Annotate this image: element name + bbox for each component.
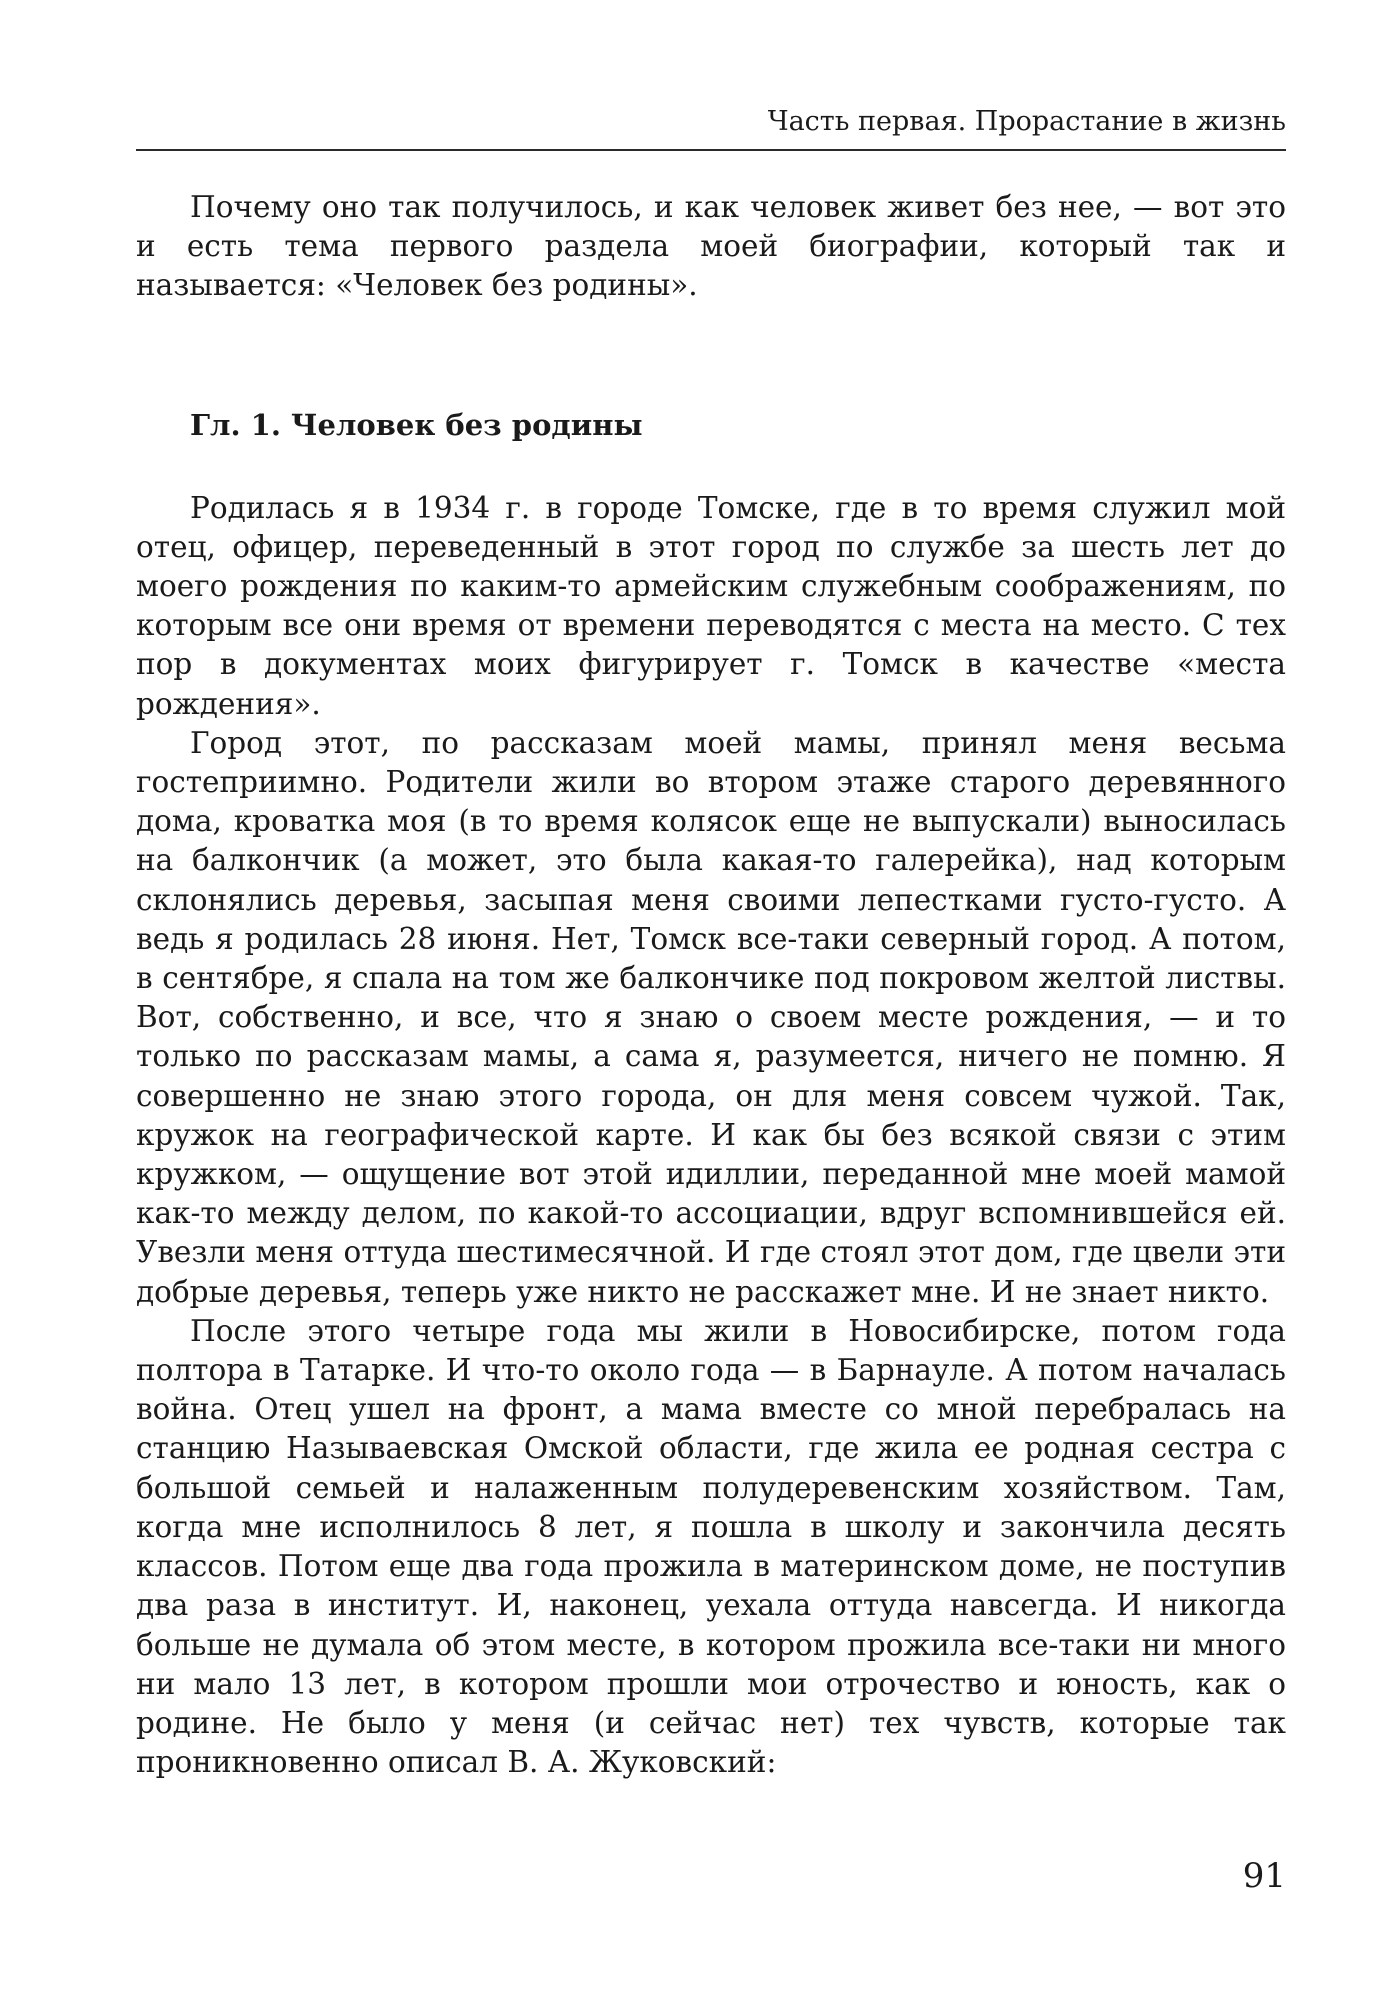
- section-spacer: [136, 306, 1286, 406]
- header-rule: [136, 149, 1286, 151]
- paragraph-tomsk: Город этот, по рассказам моей мамы, принял меня весьма гостеприимно. Родители жили во втором этаже старого деревянного дома, кроватка моя (в то время колясок еще не выпускали) выносилась на балкончик (а может, это была какая-то галерейка), над которым склонялись деревья, засыпая меня своими лепестками густо-густо. А ведь я родилась 28 июня. Нет, Томск все-таки северный город. А потом, в сентябре, я спала на том же балкончике под покровом желтой листвы. Вот, собственно, и все, что я знаю о своем месте рождения, — и то только по рассказам мамы, а сама я, разумеется, ничего не помню. Я совершенно не знаю этого города, он для меня совсем чужой. Так, кружок на географической карте. И как бы без всякой связи с этим кружком, — ощущение вот этой идиллии, переданной мне моей мамой как-то между делом, по какой-то ассоциации, вдруг вспомнившейся ей. Увезли меня оттуда шестимесячной. И где стоял этот дом, где цвели эти добрые деревья, теперь уже никто не расскажет мне. И не знает никто.: [136, 725, 1286, 1309]
- chapter-heading: Гл. 1. Человек без родины: [190, 407, 643, 442]
- running-header: Часть первая. Прорастание в жизнь: [767, 106, 1286, 137]
- heading-spacer: [136, 445, 1286, 489]
- page-number: 91: [1242, 1856, 1286, 1896]
- paragraph-birth: Родилась я в 1934 г. в городе Томске, где в то время служил мой отец, офицер, переведенный в этот город по службе за шесть лет до моего рождения по каким-то армейским служебным соображениям, по которым все они время от времени переводятся с места на место. С тех пор в документах моих фигурирует г. Томск в качестве «места рождения».: [136, 490, 1286, 721]
- paragraph-moves: После этого четыре года мы жили в Новосибирске, потом года полтора в Татарке. И что-то около года — в Барнауле. А потом началась война. Отец ушел на фронт, а мама вместе со мной перебралась на станцию Называевская Омской области, где жила ее родная сестра с большой семьей и налаженным полудеревенским хозяйством. Там, когда мне исполнилось 8 лет, я пошла в школу и закончила десять классов. Потом еще два года прожила в материнском доме, не поступив два раза в институт. И, наконец, уехала оттуда навсегда. И никогда больше не думала об этом месте, в котором прожила все-таки ни много ни мало 13 лет, в котором прошли мои отрочество и юность, как о родине. Не было у меня (и сейчас нет) тех чувств, которые так проникновенно описал В. А. Жуковский:: [136, 1313, 1286, 1780]
- main-text: [136, 188, 1286, 1782]
- intro-paragraph: Почему оно так получилось, и как человек живет без нее, — вот это и есть тема первого раздела моей биографии, который так и называется: «Человек без родины».: [136, 190, 1286, 303]
